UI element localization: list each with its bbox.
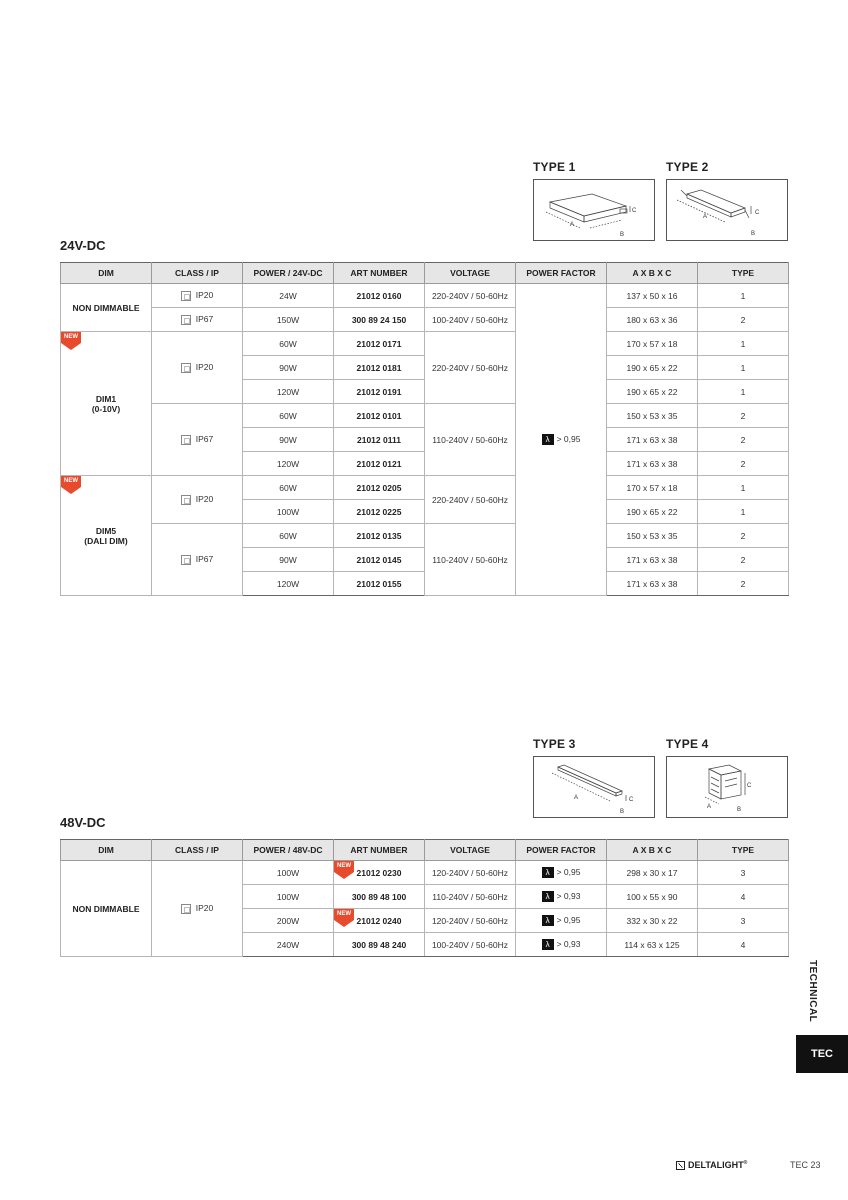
dimensions-cell: 100 x 55 x 90 bbox=[607, 885, 698, 909]
dimensions-cell: 171 x 63 x 38 bbox=[607, 428, 698, 452]
table-24v bbox=[60, 262, 789, 596]
header-dim: DIM bbox=[61, 263, 152, 284]
svg-text:B: B bbox=[737, 807, 742, 813]
dim1-label: DIM1 bbox=[95, 393, 117, 404]
lambda-icon: λ bbox=[542, 915, 554, 926]
header-power: POWER / 48V-DC bbox=[243, 840, 334, 861]
svg-text:A: A bbox=[707, 804, 712, 810]
lambda-icon: λ bbox=[542, 939, 554, 950]
power-factor-cell bbox=[516, 861, 607, 885]
type-cell: 1 bbox=[698, 500, 789, 524]
dimensions-cell: 190 x 65 x 22 bbox=[607, 500, 698, 524]
type-cell: 4 bbox=[698, 885, 789, 909]
type-cell: 2 bbox=[698, 404, 789, 428]
class-ip-cell bbox=[152, 524, 243, 596]
new-badge: NEW bbox=[61, 476, 81, 494]
power-cell: 150W bbox=[243, 308, 334, 332]
table-48v bbox=[60, 839, 789, 957]
art-number-cell: 21012 0121 bbox=[334, 452, 425, 476]
ip-rating: IP67 bbox=[195, 314, 214, 325]
power-cell: 120W bbox=[243, 572, 334, 596]
art-number-cell: 21012 0191 bbox=[334, 380, 425, 404]
power-cell: 100W bbox=[243, 861, 334, 885]
header-power: POWER / 24V-DC bbox=[243, 263, 334, 284]
power-cell: 90W bbox=[243, 356, 334, 380]
svg-text:A: A bbox=[570, 222, 575, 228]
power-factor-value: > 0,95 bbox=[556, 914, 581, 925]
ip-rating: IP20 bbox=[195, 494, 214, 505]
ip-rating: IP20 bbox=[195, 290, 214, 301]
footer-logo-reg: ® bbox=[743, 1160, 748, 1166]
svg-text:B: B bbox=[620, 232, 625, 238]
power-cell: 90W bbox=[243, 428, 334, 452]
dimensions-cell: 170 x 57 x 18 bbox=[607, 476, 698, 500]
dimensions-cell: 150 x 53 x 35 bbox=[607, 524, 698, 548]
svg-text:C: C bbox=[632, 208, 637, 214]
power-cell: 200W bbox=[243, 909, 334, 933]
header-voltage: VOLTAGE bbox=[425, 840, 516, 861]
ip-rating: IP20 bbox=[195, 362, 214, 373]
type-4-label: TYPE 4 bbox=[666, 737, 709, 751]
voltage-cell: 120-240V / 50-60Hz bbox=[425, 861, 516, 885]
power-factor-cell bbox=[516, 885, 607, 909]
type-cell: 1 bbox=[698, 332, 789, 356]
type-3-label: TYPE 3 bbox=[533, 737, 576, 751]
dimensions-cell: 170 x 57 x 18 bbox=[607, 332, 698, 356]
header-voltage: VOLTAGE bbox=[425, 263, 516, 284]
type-3-drawing bbox=[533, 756, 655, 818]
art-number-cell: 300 89 24 150 bbox=[334, 308, 425, 332]
power-cell: 100W bbox=[243, 885, 334, 909]
dim-dim5 bbox=[61, 476, 152, 596]
header-dimensions: A X B X C bbox=[607, 263, 698, 284]
art-number-cell: 300 89 48 100 bbox=[334, 885, 425, 909]
class-ip-cell bbox=[152, 861, 243, 957]
dim5-sublabel: (DALI DIM) bbox=[84, 535, 128, 546]
dimensions-cell: 190 x 65 x 22 bbox=[607, 380, 698, 404]
deltalight-logo-icon bbox=[676, 1161, 685, 1170]
header-art-number: ART NUMBER bbox=[334, 263, 425, 284]
art-number-value: 21012 0240 bbox=[356, 915, 402, 926]
table-row bbox=[61, 332, 789, 356]
dimensions-cell: 190 x 65 x 22 bbox=[607, 356, 698, 380]
power-cell: 60W bbox=[243, 332, 334, 356]
type-1-drawing bbox=[533, 179, 655, 241]
dimensions-cell: 298 x 30 x 17 bbox=[607, 861, 698, 885]
art-number-cell bbox=[334, 861, 425, 885]
power-cell: 24W bbox=[243, 284, 334, 308]
table-row bbox=[61, 404, 789, 428]
power-factor-cell bbox=[516, 284, 607, 596]
art-number-cell: 21012 0160 bbox=[334, 284, 425, 308]
class-icon bbox=[181, 291, 191, 301]
table-header-row bbox=[61, 263, 789, 284]
dimensions-cell: 150 x 53 x 35 bbox=[607, 404, 698, 428]
art-number-cell: 21012 0181 bbox=[334, 356, 425, 380]
art-number-cell: 21012 0111 bbox=[334, 428, 425, 452]
dimensions-cell: 137 x 50 x 16 bbox=[607, 284, 698, 308]
type-cell: 2 bbox=[698, 452, 789, 476]
dimensions-cell: 180 x 63 x 36 bbox=[607, 308, 698, 332]
power-factor-cell bbox=[516, 933, 607, 957]
dimensions-cell: 171 x 63 x 38 bbox=[607, 548, 698, 572]
header-art-number: ART NUMBER bbox=[334, 840, 425, 861]
power-cell: 100W bbox=[243, 500, 334, 524]
table-header-row bbox=[61, 840, 789, 861]
class-icon bbox=[181, 495, 191, 505]
header-power-factor: POWER FACTOR bbox=[516, 840, 607, 861]
table-row bbox=[61, 476, 789, 500]
power-factor-value: > 0,95 bbox=[556, 433, 581, 444]
power-cell: 240W bbox=[243, 933, 334, 957]
svg-text:C: C bbox=[747, 783, 752, 789]
class-icon bbox=[181, 315, 191, 325]
new-badge: NEW bbox=[334, 909, 354, 927]
header-class-ip: CLASS / IP bbox=[152, 263, 243, 284]
dimensions-cell: 171 x 63 x 38 bbox=[607, 572, 698, 596]
lambda-icon: λ bbox=[542, 891, 554, 902]
power-factor-value: > 0,93 bbox=[556, 890, 581, 901]
type-cell: 2 bbox=[698, 308, 789, 332]
svg-text:C: C bbox=[629, 797, 634, 803]
dim1-sublabel: (0-10V) bbox=[91, 403, 121, 414]
art-number-cell: 21012 0155 bbox=[334, 572, 425, 596]
footer-logo bbox=[676, 1160, 747, 1170]
power-factor-value: > 0,93 bbox=[556, 938, 581, 949]
art-number-cell: 21012 0225 bbox=[334, 500, 425, 524]
type-cell: 3 bbox=[698, 909, 789, 933]
type-cell: 3 bbox=[698, 861, 789, 885]
type-cell: 1 bbox=[698, 356, 789, 380]
table-row bbox=[61, 861, 789, 885]
table-row bbox=[61, 524, 789, 548]
art-number-cell: 300 89 48 240 bbox=[334, 933, 425, 957]
class-ip-cell bbox=[152, 284, 243, 308]
voltage-cell: 100-240V / 50-60Hz bbox=[425, 933, 516, 957]
section-title-24v: 24V-DC bbox=[60, 238, 106, 253]
art-number-value: 21012 0230 bbox=[356, 867, 402, 878]
header-power-factor: POWER FACTOR bbox=[516, 263, 607, 284]
table-row bbox=[61, 284, 789, 308]
class-ip-cell bbox=[152, 308, 243, 332]
lambda-icon: λ bbox=[542, 434, 554, 445]
section-title-48v: 48V-DC bbox=[60, 815, 106, 830]
voltage-cell: 220-240V / 50-60Hz bbox=[425, 284, 516, 308]
type-cell: 2 bbox=[698, 548, 789, 572]
voltage-cell: 120-240V / 50-60Hz bbox=[425, 909, 516, 933]
power-factor-value: > 0,95 bbox=[556, 866, 581, 877]
art-number-cell: 21012 0135 bbox=[334, 524, 425, 548]
art-number-cell: 21012 0101 bbox=[334, 404, 425, 428]
svg-text:B: B bbox=[620, 809, 625, 815]
power-cell: 60W bbox=[243, 404, 334, 428]
art-number-cell: 21012 0145 bbox=[334, 548, 425, 572]
type-cell: 1 bbox=[698, 476, 789, 500]
type-cell: 2 bbox=[698, 428, 789, 452]
type-2-drawing bbox=[666, 179, 788, 241]
header-class-ip: CLASS / IP bbox=[152, 840, 243, 861]
power-cell: 120W bbox=[243, 380, 334, 404]
type-cell: 1 bbox=[698, 380, 789, 404]
type-cell: 4 bbox=[698, 933, 789, 957]
power-factor-cell bbox=[516, 909, 607, 933]
type-cell: 2 bbox=[698, 524, 789, 548]
class-icon bbox=[181, 363, 191, 373]
power-cell: 60W bbox=[243, 476, 334, 500]
power-cell: 60W bbox=[243, 524, 334, 548]
dimensions-cell: 171 x 63 x 38 bbox=[607, 452, 698, 476]
dim5-label: DIM5 bbox=[95, 525, 117, 536]
art-number-cell bbox=[334, 909, 425, 933]
ip-rating: IP67 bbox=[195, 554, 214, 565]
dim-dim1 bbox=[61, 332, 152, 476]
art-number-cell: 21012 0171 bbox=[334, 332, 425, 356]
header-type: TYPE bbox=[698, 840, 789, 861]
dimensions-cell: 114 x 63 x 125 bbox=[607, 933, 698, 957]
type-2-label: TYPE 2 bbox=[666, 160, 709, 174]
type-1-label: TYPE 1 bbox=[533, 160, 576, 174]
svg-text:A: A bbox=[703, 214, 708, 220]
voltage-cell: 220-240V / 50-60Hz bbox=[425, 332, 516, 404]
class-ip-cell bbox=[152, 332, 243, 404]
ip-rating: IP67 bbox=[195, 434, 214, 445]
art-number-cell: 21012 0205 bbox=[334, 476, 425, 500]
ip-rating: IP20 bbox=[195, 903, 214, 914]
class-ip-cell bbox=[152, 404, 243, 476]
new-badge: NEW bbox=[61, 332, 81, 350]
class-icon bbox=[181, 435, 191, 445]
type-4-drawing bbox=[666, 756, 788, 818]
svg-text:A: A bbox=[574, 795, 579, 801]
dim-non-dimmable: NON DIMMABLE bbox=[61, 861, 152, 957]
header-type: TYPE bbox=[698, 263, 789, 284]
new-badge: NEW bbox=[334, 861, 354, 879]
class-icon bbox=[181, 555, 191, 565]
dimensions-cell: 332 x 30 x 22 bbox=[607, 909, 698, 933]
voltage-cell: 100-240V / 50-60Hz bbox=[425, 308, 516, 332]
header-dim: DIM bbox=[61, 840, 152, 861]
voltage-cell: 110-240V / 50-60Hz bbox=[425, 885, 516, 909]
footer-logo-text: DELTALIGHT bbox=[688, 1160, 744, 1170]
dim-non-dimmable: NON DIMMABLE bbox=[61, 284, 152, 332]
tec-tab[interactable]: TEC bbox=[796, 1035, 848, 1073]
voltage-cell: 220-240V / 50-60Hz bbox=[425, 476, 516, 524]
svg-text:B: B bbox=[751, 231, 756, 237]
page-number: TEC 23 bbox=[790, 1160, 821, 1170]
type-cell: 1 bbox=[698, 284, 789, 308]
voltage-cell: 110-240V / 50-60Hz bbox=[425, 404, 516, 476]
lambda-icon: λ bbox=[542, 867, 554, 878]
table-row bbox=[61, 308, 789, 332]
header-dimensions: A X B X C bbox=[607, 840, 698, 861]
class-icon bbox=[181, 904, 191, 914]
power-cell: 120W bbox=[243, 452, 334, 476]
voltage-cell: 110-240V / 50-60Hz bbox=[425, 524, 516, 596]
type-cell: 2 bbox=[698, 572, 789, 596]
svg-text:C: C bbox=[755, 210, 760, 216]
power-cell: 90W bbox=[243, 548, 334, 572]
side-section-label: TECHNICAL bbox=[807, 960, 818, 1023]
class-ip-cell bbox=[152, 476, 243, 524]
